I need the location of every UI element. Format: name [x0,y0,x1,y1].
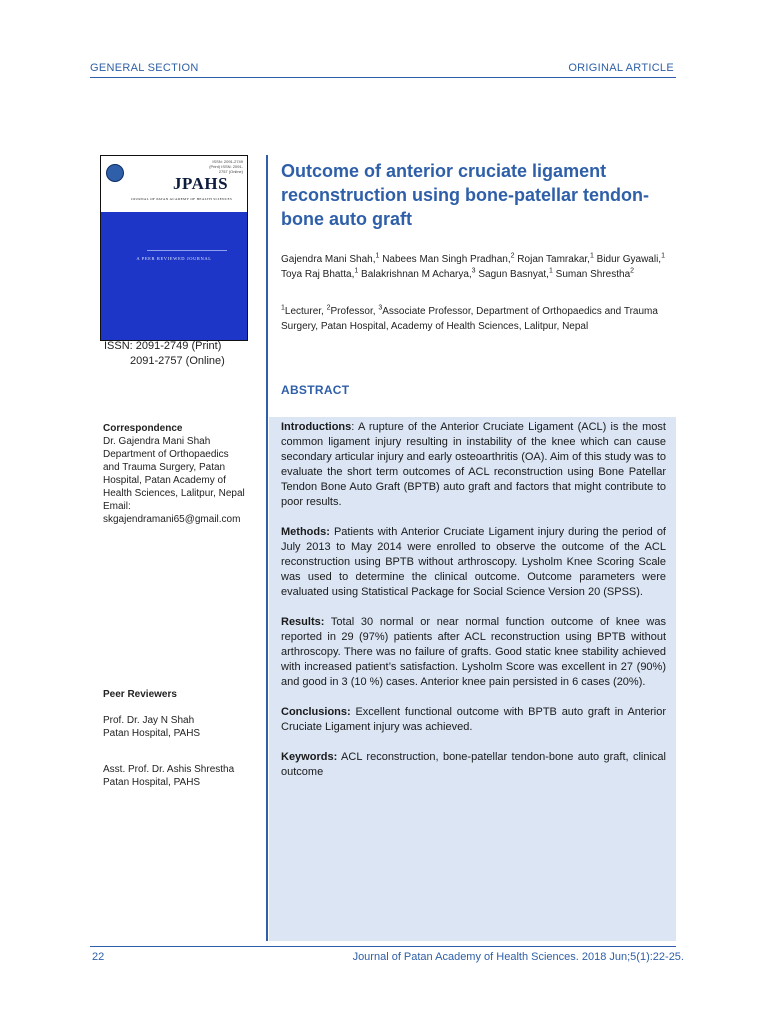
section-label: GENERAL SECTION [90,62,199,74]
footer-divider [90,946,676,947]
article-type-label: ORIGINAL ARTICLE [568,62,674,74]
author-list: Gajendra Mani Shah,$^1$ Nabees Man Singh Pradhan,$^2$ Rojan Tamrakar,$^1$ Bidur Gyawali,$^1$ Toya Raj Bhatta,$^1$ Balakrishnan M Acharya,$^3$ Sagun Basnyat,$^1$ Suman Shrestha$^2$ [281,252,665,280]
abstract-methods: Methods: Patients with Anterior Cruciate Ligament injury during the period of July 2013 to May 2014 were enrolled to observe the outcome of the ACL reconstruction using BPTB without arthroscopy. Lysholm Knee Scoring Scale was used to determine the clinical outcome. Outcome parameters were evaluated using Statistical Package for Social Science Version 20 (SPSS). [281,526,666,598]
abstract-introduction: Introductions: A rupture of the Anterior Cruciate Ligament (ACL) is the most common ligament injury resulting in instability of the knee which can cause secondary articular injury and early osteoarthritis (OA). Aim of this study was to evaluate the short term outcomes of ACL reconstruction using Bone Patellar Tendon Bone Auto Graft (BPTB) auto graft and factors that might contribute to poor results. [281,421,666,508]
correspondence-email[interactable]: skgajendramani65@gmail.com [103,514,241,525]
reviewer-institution: Patan Hospital, PAHS [103,777,201,788]
page-number: 22 [92,951,105,963]
correspondence-line: Health Sciences, Lalitpur, Nepal [103,488,245,499]
cover-top [101,156,247,212]
cover-divider [147,250,227,251]
abstract-heading: ABSTRACT [281,383,350,397]
issn-print: ISSN: 2091-2749 (Print) [104,340,222,352]
correspondence-line: Dr. Gajendra Mani Shah [103,436,211,447]
reviewer-institution: Patan Hospital, PAHS [103,728,201,739]
cover-issn: ISSN: 2091-2749 (Print) ISSN: 2091-2757 (Online) [209,159,243,174]
journal-citation: Journal of Patan Academy of Health Sciences. 2018 Jun;5(1):22-25. [352,951,684,963]
peer-reviewers-heading: Peer Reviewers [103,689,177,700]
correspondence-line: Hospital, Patan Academy of [103,475,226,486]
abstract-body [281,420,666,795]
header-divider [90,77,676,78]
abstract-conclusions: Conclusions: Excellent functional outcome with BPTB auto graft in Anterior Cruciate Ligament injury was achieved. [281,706,666,733]
correspondence-line: and Trauma Surgery, Patan [103,462,226,473]
issn-block [104,339,225,369]
peer-reviewers-block [103,688,263,789]
journal-logo-icon [106,164,124,182]
correspondence-line: Email: [103,501,131,512]
cover-blue-area [101,212,247,340]
abstract-keywords: Keywords: ACL reconstruction, bone-patellar tendon-bone auto graft, clinical outcome [281,751,666,778]
correspondence-line: Department of Orthopaedics [103,449,229,460]
author-affiliations: $^1$Lecturer, $^2$Professor, $^3$Associate Professor, Department of Orthopaedics and Trauma Surgery, Patan Hospital, Academy of Health Sciences, Lalitpur, Nepal [281,304,658,332]
article-title: Outcome of anterior cruciate ligament reconstruction using bone-patellar tendon-bone auto graft [281,161,650,229]
journal-cover [100,155,248,341]
cover-journal-full: JOURNAL OF PATAN ACADEMY OF HEALTH SCIENCES [131,197,233,201]
reviewer-name: Asst. Prof. Dr. Ashis Shrestha [103,764,235,775]
cover-journal-abbrev: JPAHS [173,174,229,193]
reviewer-name: Prof. Dr. Jay N Shah [103,715,195,726]
abstract-results: Results: Total 30 normal or near normal function outcome of knee was reported in 29 (97%) patients after ACL reconstruction using BPTB without arthroscopy. There was no failure of grafts. Good static knee stability achieved with increased patient’s satisfaction. Lysholm Score was excellent in 27 (90%) and good in 3 (10 %) cases. Anterior knee pain persisted in 6 cases (20%). [281,616,666,688]
correspondence-block [103,422,263,526]
issn-online: 2091-2757 (Online) [130,355,225,367]
column-divider [266,155,268,941]
correspondence-heading: Correspondence [103,423,183,434]
cover-peer-text: A PEER REVIEWED JOURNAL [136,256,212,261]
